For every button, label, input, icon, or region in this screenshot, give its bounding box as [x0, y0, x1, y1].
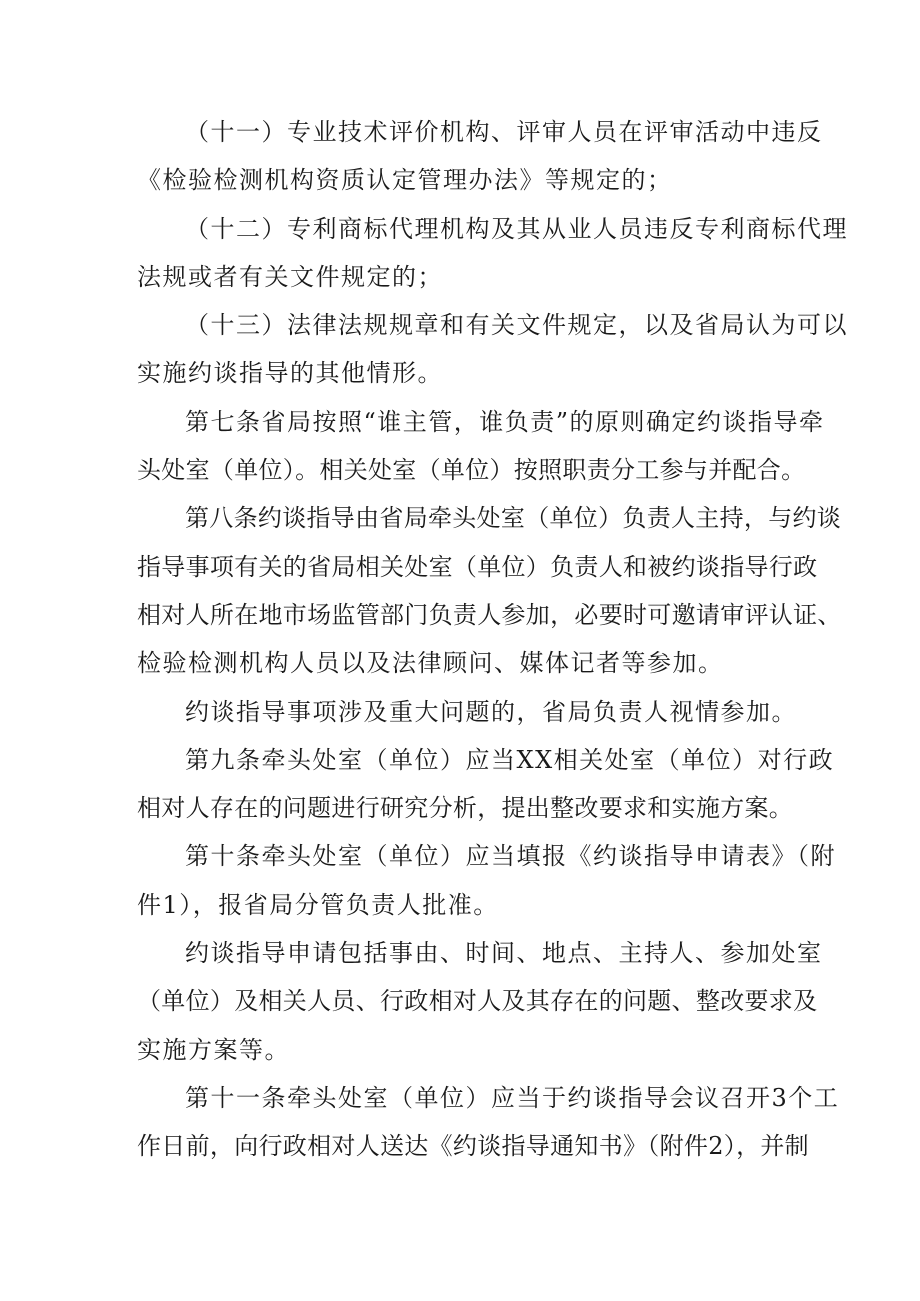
paragraph-item-13: [137, 301, 848, 398]
text-line: 指导事项有关的省局相关处室（单位）负责人和被约谈指导行政: [137, 552, 818, 581]
text-line: 第七条省局按照“谁主管，谁负责”的原则确定约谈指导牵: [185, 407, 825, 436]
document-body: [137, 108, 848, 1171]
paragraph-article-10: [137, 832, 836, 929]
paragraph-item-11: [137, 108, 823, 205]
text-line: 约谈指导申请包括事由、时间、地点、主持人、参加处室: [185, 939, 823, 968]
text-line: 实施约谈指导的其他情形。: [137, 359, 443, 388]
text-line: 《检验检测机构资质认定管理办法》等规定的；: [137, 166, 673, 195]
paragraph-article-8-supplement: [137, 688, 797, 736]
text-line: 第八条约谈指导由省局牵头处室（单位）负责人主持，与约谈: [185, 504, 842, 533]
paragraph-item-12: [137, 205, 848, 302]
text-line: （十一）专业技术评价机构、评审人员在评审活动中违反: [185, 118, 823, 146]
text-line: 实施方案等。: [137, 1035, 290, 1064]
paragraph-article-8: [137, 494, 842, 687]
text-line: （十三）法律法规规章和有关文件规定，以及省局认为可以: [185, 311, 848, 340]
text-line: 检验检测机构人员以及法律顾问、媒体记者等参加。: [137, 649, 724, 678]
text-line: 第九条牵头处室（单位）应当XX相关处室（单位）对行政: [185, 745, 835, 774]
text-line: 约谈指导事项涉及重大问题的，省局负责人视情参加。: [185, 697, 797, 726]
paragraph-article-10-supplement: [137, 929, 823, 1074]
paragraph-article-9: [137, 736, 835, 833]
text-line: 作日前，向行政相对人送达《约谈指导通知书》（附件2），并制: [137, 1132, 809, 1161]
text-line: 第十条牵头处室（单位）应当填报《约谈指导申请表》（附: [185, 842, 836, 871]
text-line: （单位）及相关人员、行政相对人及其存在的问题、整改要求及: [137, 987, 818, 1016]
text-line: （十二）专利商标代理机构及其从业人员违反专利商标代理: [185, 214, 848, 243]
text-line: 第十一条牵头处室（单位）应当于约谈指导会议召开3个工: [185, 1083, 840, 1112]
text-line: 头处室（单位）。相关处室（单位）按照职责分工参与并配合。: [137, 456, 806, 485]
text-line: 法规或者有关文件规定的；: [137, 262, 443, 291]
paragraph-article-7: [137, 398, 825, 495]
text-line: 相对人所在地市场监管部门负责人参加，必要时可邀请审评认证、: [137, 600, 842, 629]
text-line: 相对人存在的问题进行研究分析，提出整改要求和实施方案。: [137, 794, 794, 823]
text-line: 件1），报省局分管负责人批准。: [137, 890, 499, 919]
paragraph-article-11: [137, 1074, 840, 1171]
